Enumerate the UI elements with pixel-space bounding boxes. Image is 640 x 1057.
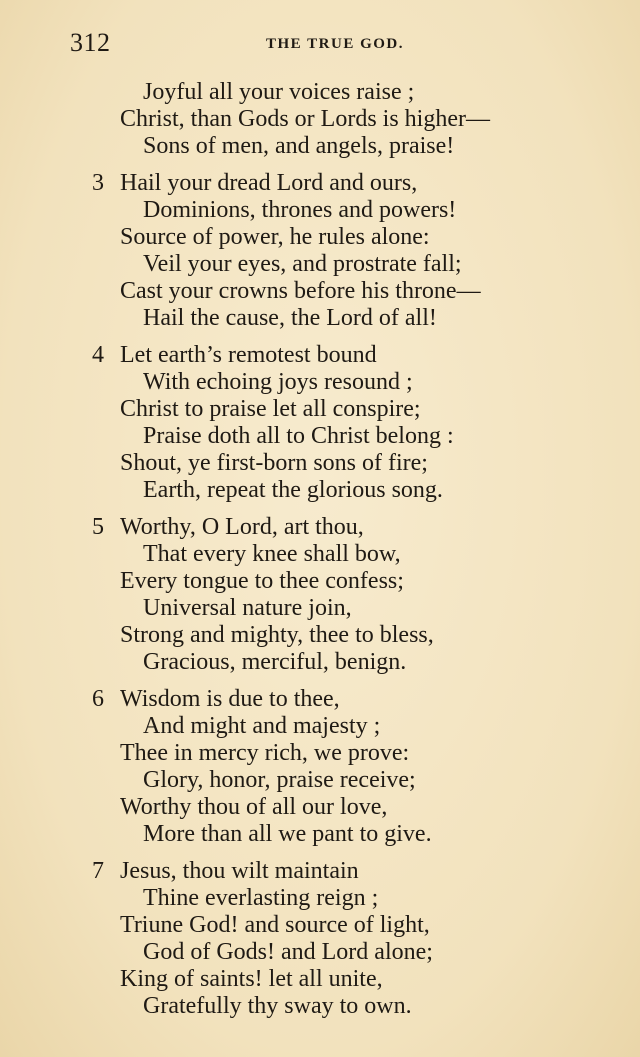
- verse-line: [0, 477, 640, 504]
- verse-line: [0, 423, 640, 450]
- verse-line: [0, 794, 640, 821]
- verse-line: [0, 821, 640, 848]
- stanza: [0, 342, 640, 504]
- verse-line: [0, 278, 640, 305]
- verse-line-text: King of saints! let all unite,: [120, 966, 383, 992]
- verse-line-text: Sons of men, and angels, praise!: [143, 133, 455, 159]
- verse-line: [0, 939, 640, 966]
- verse-line-text: God of Gods! and Lord alone;: [143, 939, 433, 965]
- verse-line-text: Gracious, merciful, benign.: [143, 649, 407, 675]
- verse-line: [0, 595, 640, 622]
- verse-line: [0, 170, 640, 197]
- stanza-gap: [0, 160, 640, 170]
- verse-line-text: Glory, honor, praise receive;: [143, 767, 416, 793]
- verse-line: [0, 740, 640, 767]
- stanza: [0, 686, 640, 848]
- verse-line-text: Thine everlasting reign ;: [143, 885, 379, 911]
- verse-line: [0, 649, 640, 676]
- verse-line: [0, 966, 640, 993]
- verse-line: [0, 450, 640, 477]
- hymn-text: [0, 52, 640, 1020]
- stanza-number: 7: [92, 858, 104, 884]
- verse-line-text: With echoing joys resound ;: [143, 369, 413, 395]
- verse-line-text: And might and majesty ;: [143, 713, 381, 739]
- stanza-gap: [0, 676, 640, 686]
- verse-line-text: Wisdom is due to thee,: [120, 686, 340, 712]
- stanza-gap: [0, 848, 640, 858]
- verse-line-text: Worthy, O Lord, art thou,: [120, 514, 364, 540]
- verse-line-text: Veil your eyes, and prostrate fall;: [143, 251, 462, 277]
- stanza-number: 6: [92, 686, 104, 712]
- verse-line-text: Earth, repeat the glorious song.: [143, 477, 443, 503]
- verse-line: [0, 79, 640, 106]
- page-number: 312: [70, 28, 111, 57]
- verse-line: [0, 342, 640, 369]
- verse-line: [0, 622, 640, 649]
- verse-line: [0, 767, 640, 794]
- verse-line-text: Hail your dread Lord and ours,: [120, 170, 418, 196]
- stanza: [0, 858, 640, 1020]
- verse-line-text: Worthy thou of all our love,: [120, 794, 388, 820]
- verse-line-text: Let earth’s remotest bound: [120, 342, 377, 368]
- stanza-number: 5: [92, 514, 104, 540]
- verse-line-text: Cast your crowns before his throne—: [120, 278, 481, 304]
- verse-line-text: Every tongue to thee confess;: [120, 568, 404, 594]
- verse-line: [0, 197, 640, 224]
- verse-line-text: Joyful all your voices raise ;: [143, 79, 415, 105]
- verse-line-text: Source of power, he rules alone:: [120, 224, 430, 250]
- verse-line-text: Thee in mercy rich, we prove:: [120, 740, 410, 766]
- verse-line: [0, 106, 640, 133]
- verse-line: [0, 912, 640, 939]
- verse-line-text: Shout, ye first-born sons of fire;: [120, 450, 428, 476]
- verse-line: [0, 251, 640, 278]
- verse-line: [0, 858, 640, 885]
- verse-line: [0, 514, 640, 541]
- verse-line: [0, 568, 640, 595]
- stanza-gap: [0, 504, 640, 514]
- stanza: [0, 52, 640, 160]
- verse-line-text: That every knee shall bow,: [143, 541, 401, 567]
- verse-line-text: Praise doth all to Christ belong :: [143, 423, 454, 449]
- verse-line: [0, 305, 640, 332]
- verse-line-text: Triune God! and source of light,: [120, 912, 430, 938]
- verse-line: [0, 396, 640, 423]
- verse-line-text: More than all we pant to give.: [143, 821, 432, 847]
- stanza-number: 4: [92, 342, 104, 368]
- verse-line-text: Christ, than Gods or Lords is higher—: [120, 106, 490, 132]
- verse-line: [0, 224, 640, 251]
- stanza-gap: [0, 332, 640, 342]
- verse-line-text: Strong and mighty, thee to bless,: [120, 622, 434, 648]
- verse-line-text: Hail the cause, the Lord of all!: [143, 305, 437, 331]
- verse-line: [0, 133, 640, 160]
- verse-line-text: Jesus, thou wilt maintain: [120, 858, 359, 884]
- verse-line-text: Gratefully thy sway to own.: [143, 993, 412, 1019]
- verse-line: [0, 541, 640, 568]
- verse-line: [0, 369, 640, 396]
- stanza: [0, 514, 640, 676]
- verse-line: [0, 993, 640, 1020]
- verse-line: [0, 713, 640, 740]
- verse-line: [0, 686, 640, 713]
- verse-line-text: Dominions, thrones and powers!: [143, 197, 457, 223]
- stanza: [0, 170, 640, 332]
- stanza-number: 3: [92, 170, 104, 196]
- verse-line-text: Christ to praise let all conspire;: [120, 396, 421, 422]
- running-title: THE TRUE GOD.: [266, 36, 404, 52]
- verse-line: [0, 52, 640, 79]
- verse-line-text: Universal nature join,: [143, 595, 352, 621]
- verse-line: [0, 885, 640, 912]
